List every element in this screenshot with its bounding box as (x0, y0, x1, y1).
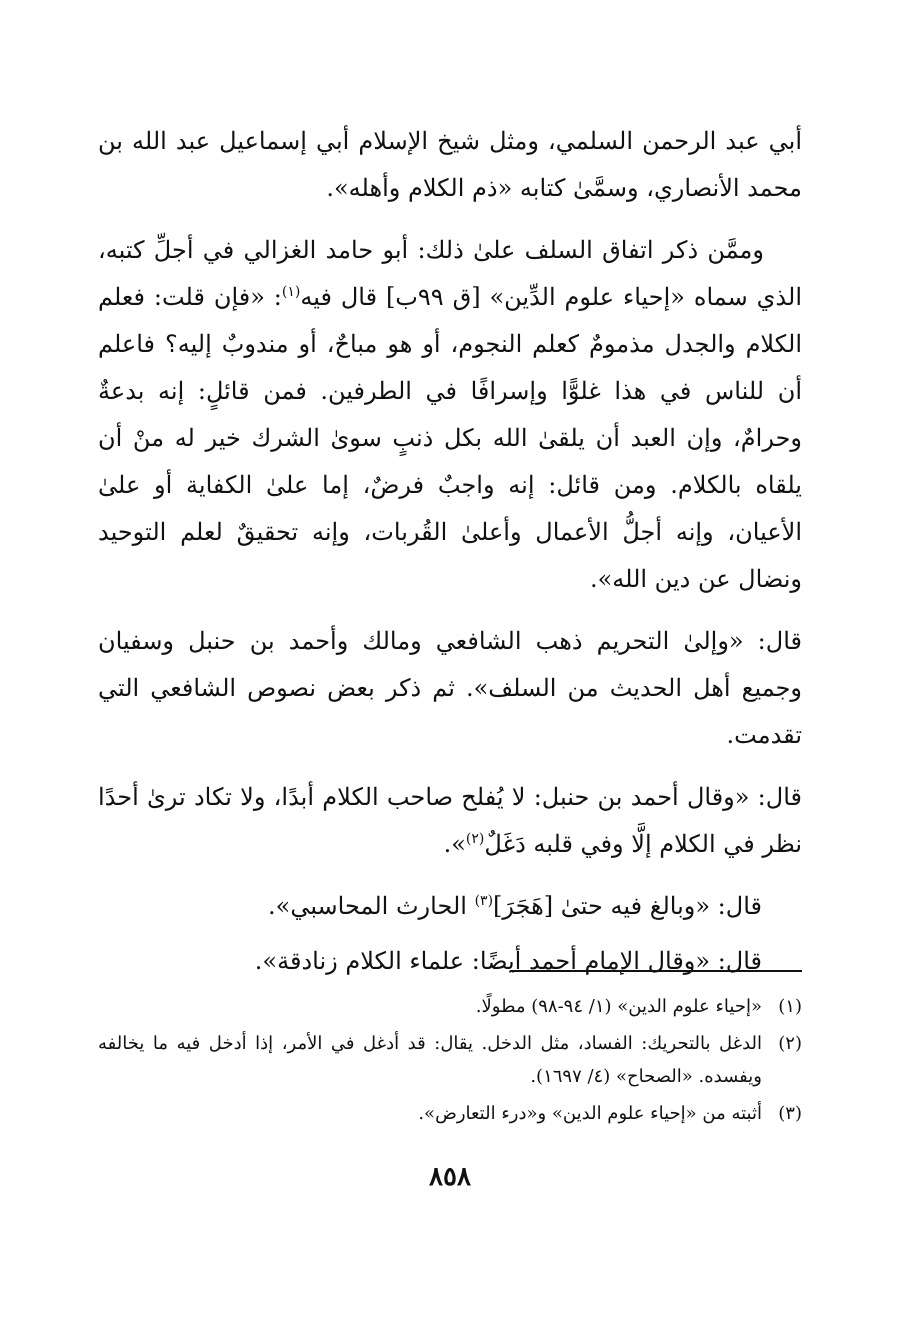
quote-line-1: قال: «وبالغ فيه حتىٰ [هَجَرَ]$^{(٣)}$ الحارث المحاسبي». (268, 892, 762, 920)
footnote-text: الدغل بالتحريك: الفساد، مثل الدخل. يقال: قد أدغل في الأمر، إذا أدخل فيه ما يخالفه ويفسده. «الصحاح» (٤/ ١٦٩٧). (98, 1033, 762, 1087)
footnote-2 (98, 1027, 802, 1093)
footnote-text: «إحياء علوم الدين» (١/ ٩٤-٩٨) مطولًا. (475, 996, 762, 1017)
footnote-number: (٢) (778, 1033, 802, 1054)
footnote-3 (98, 1097, 802, 1130)
paragraph-4: قال: «وقال أحمد بن حنبل: لا يُفلح صاحب الكلام أبدًا، ولا تكاد ترىٰ أحدًا نظر في الكلام إلَّا وفي قلبه دَغَلٌ$^{(٢)}$». (98, 783, 802, 858)
footnote-1 (98, 990, 802, 1023)
main-text (98, 118, 802, 993)
footnote-divider (510, 970, 802, 972)
footnote-ref-1: (١) (281, 284, 301, 300)
paragraph-3: قال: «وإلىٰ التحريم ذهب الشافعي ومالك وأحمد بن حنبل وسفيان وجميع أهل الحديث من السلف». ثم ذكر بعض نصوص الشافعي التي تقدمت. (98, 627, 802, 749)
paragraph-1: أبي عبد الرحمن السلمي، ومثل شيخ الإسلام أبي إسماعيل عبد الله بن محمد الأنصاري، وسمَّىٰ كتابه «ذم الكلام وأهله». (98, 127, 802, 202)
paragraph-2: وممَّن ذكر اتفاق السلف علىٰ ذلك: أبو حامد الغزالي في أجلِّ كتبه، الذي سماه «إحياء علوم الدِّين» [ق ٩٩ب] قال فيه$^{(١)}$: «فإن قلت: فعلم الكلام والجدل مذمومٌ كعلم النجوم، أو هو مباحٌ، أو مندوبٌ إليه؟ فاعلم أن للناس في هذا غلوًّا وإسرافًا في الطرفين. فمن قائلٍ: إنه بدعةٌ وحرامٌ، وإن العبد أن يلقىٰ الله بكل ذنبٍ سوىٰ الشرك خير له منْ أن يلقاه بالكلام. ومن قائل: إنه واجبٌ فرضٌ، إما علىٰ الكفاية أو علىٰ الأعيان، وإنه أجلُّ الأعمال وأعلىٰ القُربات، وإنه تحقيقٌ لعلم التوحيد ونضال عن دين الله». (98, 236, 802, 593)
page-number: ٨٥٨ (429, 1162, 471, 1192)
footnote-number: (١) (778, 996, 802, 1017)
footnote-ref-3: (٣) (474, 893, 494, 909)
footnote-number: (٣) (778, 1103, 802, 1124)
quote-line-2: قال: «وقال الإمام أحمد أيضًا: علماء الكلام زنادقة». (254, 947, 762, 975)
footnotes (98, 990, 802, 1134)
footnote-text: أثبته من «إحياء علوم الدين» و«درء التعارض». (418, 1103, 762, 1124)
footnote-ref-2: (٢) (465, 831, 485, 847)
